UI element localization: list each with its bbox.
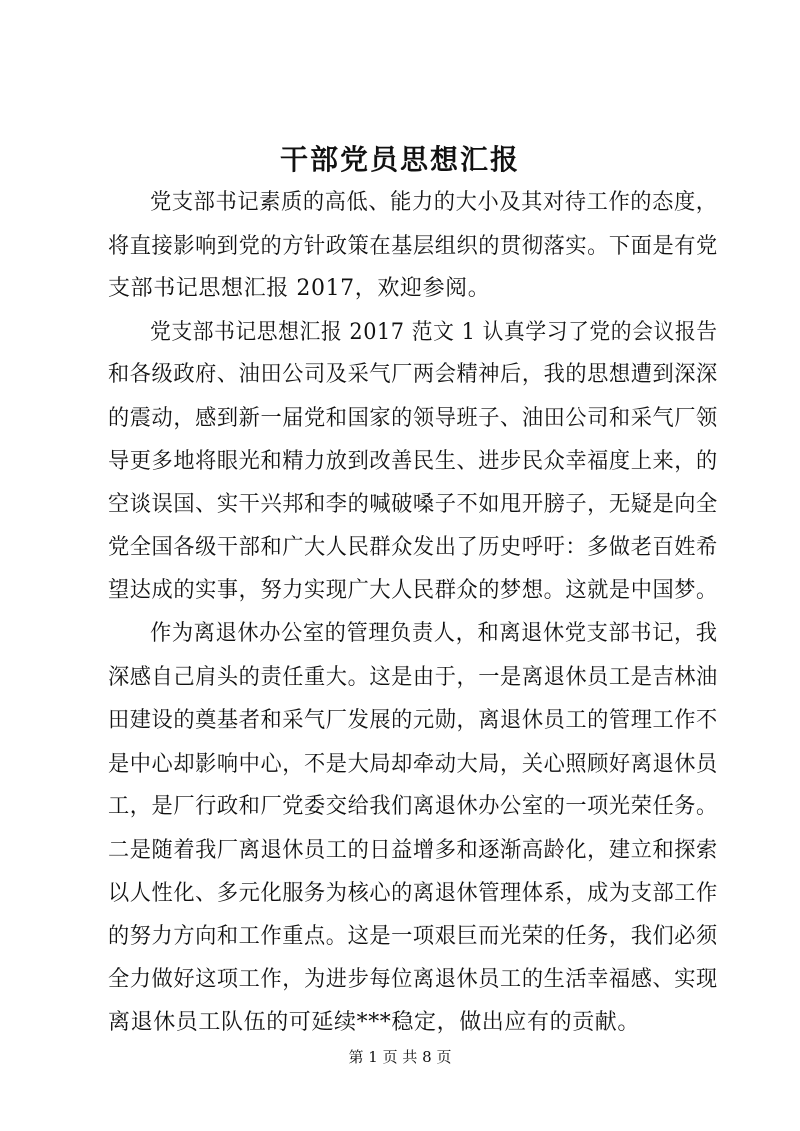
- paragraph-3-line-10: 离退休员工队伍的可延续***稳定，做出应有的贡献。: [108, 1010, 641, 1035]
- paragraph-3-line-2: 深感自己肩头的责任重大。这是由于，一是离退休员工是吉林油: [108, 665, 718, 690]
- paragraph-2-line-6: 党全国各级干部和广大人民群众发出了历史呼吁：多做老百姓希: [108, 535, 718, 560]
- paragraph-3-line-5: 工，是厂行政和厂党委交给我们离退休办公室的一项光荣任务。: [108, 794, 718, 819]
- paragraph-2-line-3: 的震动，感到新一届党和国家的领导班子、油田公司和采气厂领: [108, 406, 718, 431]
- paragraph-3-line-3: 田建设的奠基者和采气厂发展的元勋，离退休员工的管理工作不: [108, 708, 718, 733]
- paragraph-2-line-1: 党支部书记思想汇报 2017 范文 1 认真学习了党的会议报告: [150, 320, 718, 345]
- page-number-footer: 第 1 页 共 8 页: [348, 1048, 452, 1066]
- paragraph-2-line-5: 空谈误国、实干兴邦和李的喊破嗓子不如甩开膀子，无疑是向全: [108, 492, 718, 517]
- paragraph-3-line-4: 是中心却影响中心，不是大局却牵动大局，关心照顾好离退休员: [108, 752, 718, 777]
- paragraph-2-line-2: 和各级政府、油田公司及采气厂两会精神后，我的思想遭到深深: [108, 362, 718, 387]
- paragraph-2-line-4: 导更多地将眼光和精力放到改善民生、进步民众幸福度上来，的: [108, 449, 718, 474]
- paragraph-3-line-8: 的努力方向和工作重点。这是一项艰巨而光荣的任务，我们必须: [108, 924, 718, 949]
- paragraph-1-line-3: 支部书记思想汇报 2017，欢迎参阅。: [108, 276, 491, 301]
- page-title: 干部党员思想汇报: [279, 143, 520, 176]
- paragraph-2-line-7: 望达成的实事，努力实现广大人民群众的梦想。这就是中国梦。: [108, 578, 718, 603]
- paragraph-3-line-1: 作为离退休办公室的管理负责人，和离退休党支部书记，我: [150, 621, 718, 646]
- paragraph-3-line-9: 全力做好这项工作，为进步每位离退休员工的生活幸福感、实现: [108, 967, 718, 992]
- paragraph-3-line-6: 二是随着我厂离退休员工的日益增多和逐渐高龄化，建立和探索: [108, 838, 718, 863]
- paragraph-1-line-2: 将直接影响到党的方针政策在基层组织的贯彻落实。下面是有党: [108, 234, 718, 259]
- paragraph-1-line-1: 党支部书记素质的高低、能力的大小及其对待工作的态度，: [150, 190, 718, 215]
- paragraph-3-line-7: 以人性化、多元化服务为核心的离退休管理体系，成为支部工作: [108, 881, 718, 906]
